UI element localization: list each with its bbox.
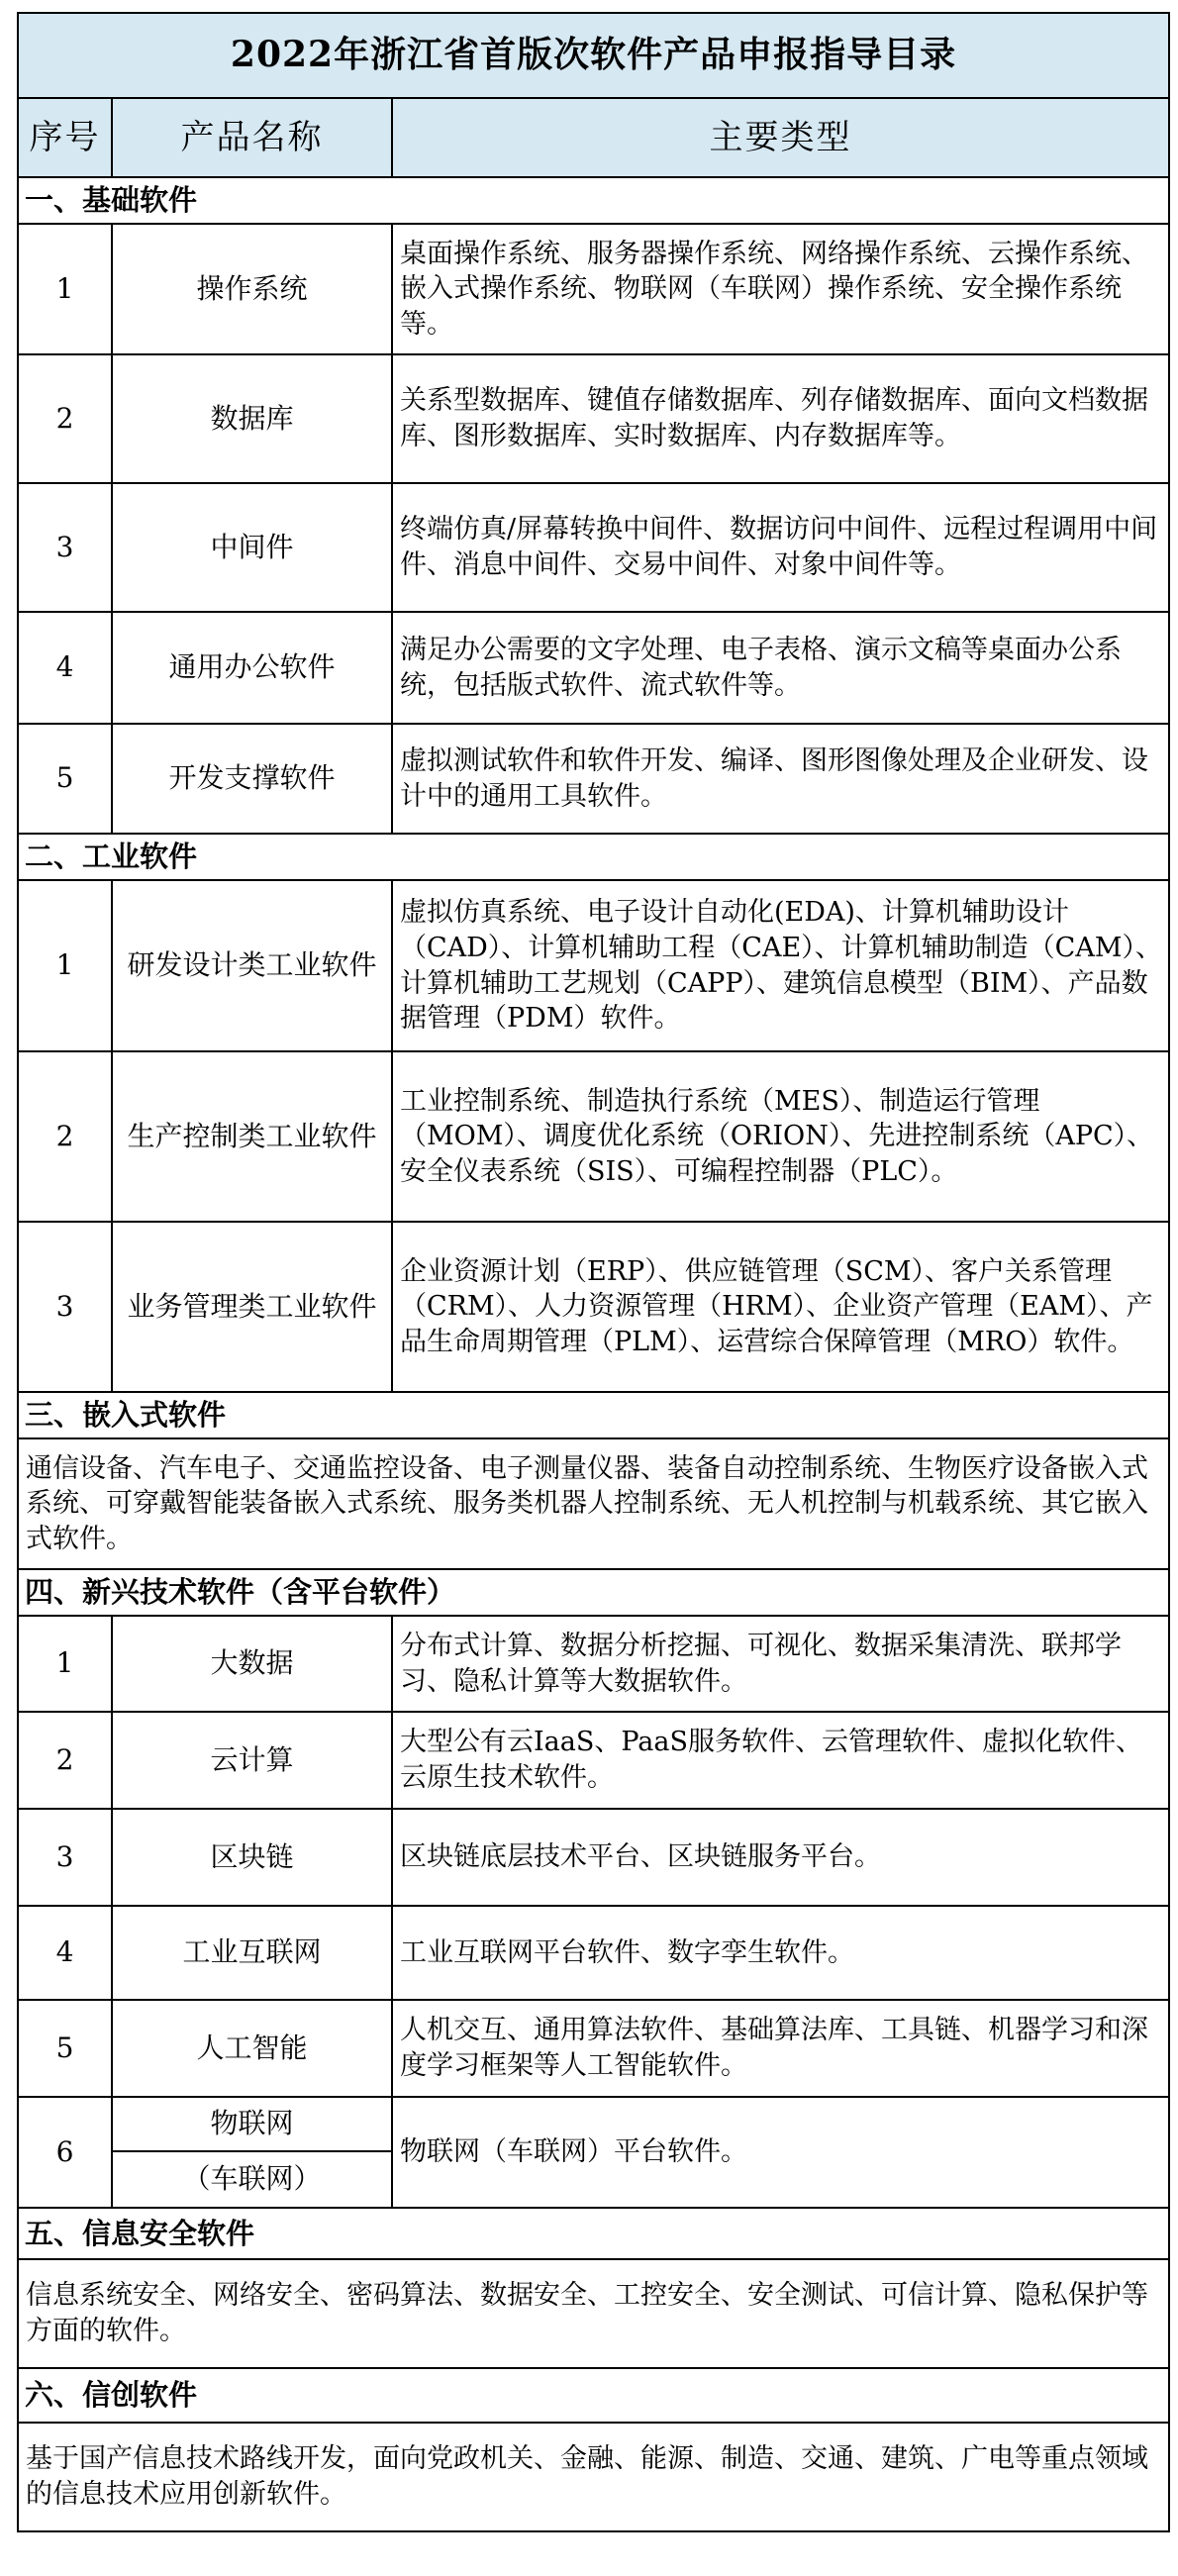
table-row bbox=[18, 2097, 1169, 2151]
product-name-subtitle: （车联网） bbox=[112, 2151, 392, 2208]
row-number: 1 bbox=[18, 1616, 112, 1712]
product-types: 区块链底层技术平台、区块链服务平台。 bbox=[392, 1809, 1169, 1906]
product-name: 生产控制类工业软件 bbox=[112, 1051, 392, 1222]
product-types: 终端仿真/屏幕转换中间件、数据访问中间件、远程过程调用中间件、消息中间件、交易中间件、对象中间件等。 bbox=[392, 483, 1169, 612]
product-types: 关系型数据库、键值存储数据库、列存储数据库、面向文档数据库、图形数据库、实时数据库、内存数据库等。 bbox=[392, 354, 1169, 483]
table-row bbox=[18, 1616, 1169, 1712]
paragraph-row bbox=[18, 2423, 1169, 2531]
section-heading: 六、信创软件 bbox=[18, 2368, 1169, 2423]
section-description: 信息系统安全、网络安全、密码算法、数据安全、工控安全、安全测试、可信计算、隐私保护等方面的软件。 bbox=[18, 2259, 1169, 2368]
product-types: 分布式计算、数据分析挖掘、可视化、数据采集清洗、联邦学习、隐私计算等大数据软件。 bbox=[392, 1616, 1169, 1712]
product-types: 大型公有云IaaS、PaaS服务软件、云管理软件、虚拟化软件、云原生技术软件。 bbox=[392, 1712, 1169, 1809]
row-number: 1 bbox=[18, 224, 112, 354]
table-row bbox=[18, 880, 1169, 1051]
product-name: 人工智能 bbox=[112, 2000, 392, 2097]
row-number: 2 bbox=[18, 354, 112, 483]
product-name: 数据库 bbox=[112, 354, 392, 483]
table-row bbox=[18, 1809, 1169, 1906]
row-number: 2 bbox=[18, 1712, 112, 1809]
header-row bbox=[18, 98, 1169, 177]
table-row bbox=[18, 483, 1169, 612]
row-number: 6 bbox=[18, 2097, 112, 2208]
product-types: 工业互联网平台软件、数字孪生软件。 bbox=[392, 1906, 1169, 2000]
row-number: 1 bbox=[18, 880, 112, 1051]
section-heading: 二、工业软件 bbox=[18, 834, 1169, 880]
section-heading: 四、新兴技术软件（含平台软件） bbox=[18, 1569, 1169, 1616]
product-name: 物联网 bbox=[112, 2097, 392, 2151]
section-heading: 五、信息安全软件 bbox=[18, 2208, 1169, 2259]
section-heading-row bbox=[18, 2368, 1169, 2423]
section-heading-row bbox=[18, 1392, 1169, 1438]
section-heading: 三、嵌入式软件 bbox=[18, 1392, 1169, 1438]
product-types: 虚拟测试软件和软件开发、编译、图形图像处理及企业研发、设计中的通用工具软件。 bbox=[392, 724, 1169, 834]
catalog-table bbox=[17, 12, 1170, 2532]
product-types: 虚拟仿真系统、电子设计自动化(EDA)、计算机辅助设计（CAD）、计算机辅助工程（CAE）、计算机辅助制造（CAM）、计算机辅助工艺规划（CAPP）、建筑信息模型（BIM）、产品数据管理（PDM）软件。 bbox=[392, 880, 1169, 1051]
product-name: 研发设计类工业软件 bbox=[112, 880, 392, 1051]
product-name: 区块链 bbox=[112, 1809, 392, 1906]
section-description: 通信设备、汽车电子、交通监控设备、电子测量仪器、装备自动控制系统、生物医疗设备嵌入式系统、可穿戴智能装备嵌入式系统、服务类机器人控制系统、无人机控制与机载系统、其它嵌入式软件。 bbox=[18, 1438, 1169, 1569]
product-name: 操作系统 bbox=[112, 224, 392, 354]
product-types: 满足办公需要的文字处理、电子表格、演示文稿等桌面办公系统，包括版式软件、流式软件等。 bbox=[392, 612, 1169, 724]
table-row bbox=[18, 724, 1169, 834]
product-types: 人机交互、通用算法软件、基础算法库、工具链、机器学习和深度学习框架等人工智能软件。 bbox=[392, 2000, 1169, 2097]
title-row bbox=[18, 13, 1169, 98]
product-name: 大数据 bbox=[112, 1616, 392, 1712]
product-types: 物联网（车联网）平台软件。 bbox=[392, 2097, 1169, 2208]
row-number: 3 bbox=[18, 1809, 112, 1906]
product-name: 云计算 bbox=[112, 1712, 392, 1809]
header-index: 序号 bbox=[18, 98, 112, 177]
row-number: 4 bbox=[18, 1906, 112, 2000]
section-heading-row bbox=[18, 2208, 1169, 2259]
row-number: 3 bbox=[18, 483, 112, 612]
paragraph-row bbox=[18, 1438, 1169, 1569]
section-heading-row bbox=[18, 1569, 1169, 1616]
header-product-name: 产品名称 bbox=[112, 98, 392, 177]
table-row bbox=[18, 224, 1169, 354]
row-number: 5 bbox=[18, 2000, 112, 2097]
product-name: 业务管理类工业软件 bbox=[112, 1222, 392, 1392]
product-name: 中间件 bbox=[112, 483, 392, 612]
row-number: 5 bbox=[18, 724, 112, 834]
product-name: 工业互联网 bbox=[112, 1906, 392, 2000]
section-description: 基于国产信息技术路线开发，面向党政机关、金融、能源、制造、交通、建筑、广电等重点领域的信息技术应用创新软件。 bbox=[18, 2423, 1169, 2531]
page-title: 2022年浙江省首版次软件产品申报指导目录 bbox=[18, 13, 1169, 98]
row-number: 4 bbox=[18, 612, 112, 724]
table-row bbox=[18, 1222, 1169, 1392]
paragraph-row bbox=[18, 2259, 1169, 2368]
table-row bbox=[18, 354, 1169, 483]
table-row bbox=[18, 1712, 1169, 1809]
product-name: 开发支撑软件 bbox=[112, 724, 392, 834]
row-number: 2 bbox=[18, 1051, 112, 1222]
table-row bbox=[18, 2000, 1169, 2097]
product-types: 桌面操作系统、服务器操作系统、网络操作系统、云操作系统、嵌入式操作系统、物联网（车联网）操作系统、安全操作系统等。 bbox=[392, 224, 1169, 354]
product-name: 通用办公软件 bbox=[112, 612, 392, 724]
table-row bbox=[18, 1906, 1169, 2000]
section-heading-row bbox=[18, 177, 1169, 224]
table-row bbox=[18, 1051, 1169, 1222]
section-heading: 一、基础软件 bbox=[18, 177, 1169, 224]
row-number: 3 bbox=[18, 1222, 112, 1392]
product-types: 工业控制系统、制造执行系统（MES）、制造运行管理（MOM）、调度优化系统（ORION）、先进控制系统（APC）、安全仪表系统（SIS）、可编程控制器（PLC）。 bbox=[392, 1051, 1169, 1222]
header-main-type: 主要类型 bbox=[392, 98, 1169, 177]
product-types: 企业资源计划（ERP）、供应链管理（SCM）、客户关系管理（CRM）、人力资源管理（HRM）、企业资产管理（EAM）、产品生命周期管理（PLM）、运营综合保障管理（MRO）软件。 bbox=[392, 1222, 1169, 1392]
section-heading-row bbox=[18, 834, 1169, 880]
table-row bbox=[18, 612, 1169, 724]
